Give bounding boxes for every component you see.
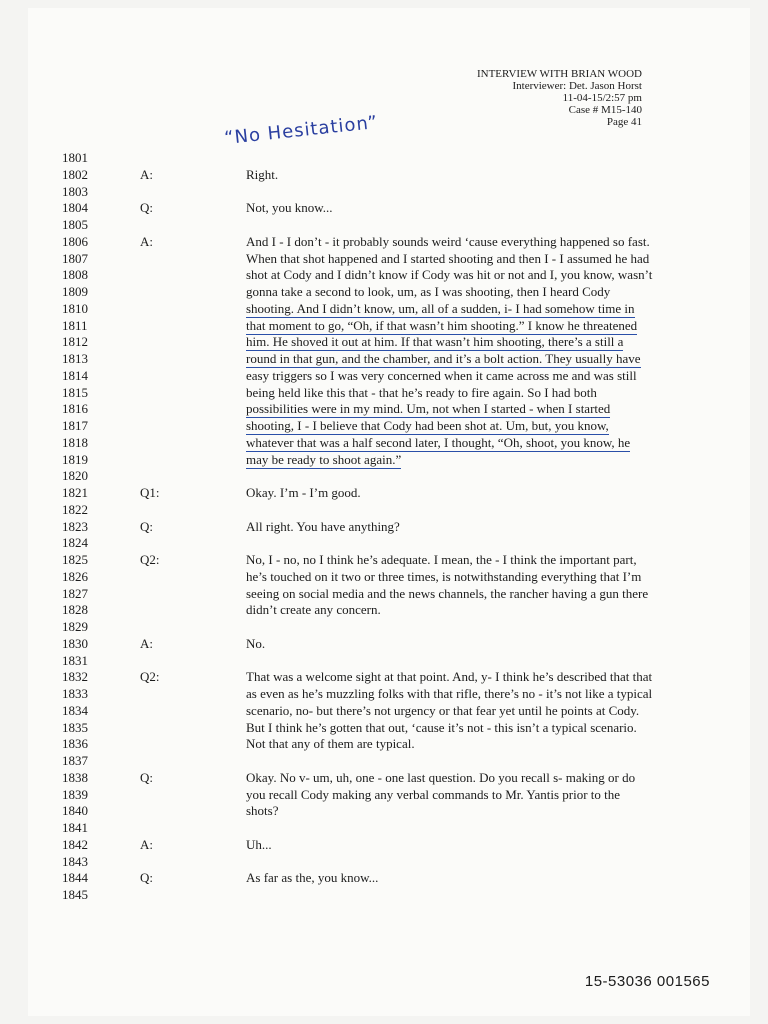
line-text: All right. You have anything? xyxy=(246,518,400,534)
line-number: 1804 xyxy=(62,200,88,216)
line-text: didn’t create any concern. xyxy=(246,602,381,618)
line-number: 1843 xyxy=(62,853,88,869)
line-number: 1838 xyxy=(62,769,88,785)
line-number: 1841 xyxy=(62,820,88,835)
line-number: 1811 xyxy=(62,317,88,333)
line-text: No, I - no, no I think he’s adequate. I mean, the - I think the important part, xyxy=(246,552,637,567)
line-text: as even as he’s muzzling folks with that rifle, there’s no - it’s not like a typical xyxy=(246,686,653,701)
speaker-label: Q2: xyxy=(140,552,160,567)
line-number: 1827 xyxy=(62,585,88,601)
document-header xyxy=(477,68,642,128)
line-number: 1810 xyxy=(62,300,88,316)
line-text: gonna take a second to look, um, as I was shooting, then I heard Cody xyxy=(246,284,611,299)
speaker-label: Q2: xyxy=(140,669,160,685)
line-number: 1830 xyxy=(62,635,88,651)
document-page xyxy=(28,8,750,1016)
speaker-label: Q: xyxy=(140,200,153,216)
line-number: 1832 xyxy=(62,669,88,685)
line-number: 1806 xyxy=(62,233,88,249)
line-number: 1842 xyxy=(62,836,88,852)
line-text: round in that gun, and the chamber, and it’s a bolt action. They usually have xyxy=(246,351,641,366)
line-number: 1824 xyxy=(62,535,88,551)
line-number: 1803 xyxy=(62,183,88,199)
line-text: No. xyxy=(246,635,266,651)
line-text: shooting, I - I believe that Cody had been shot at. Um, but, you know, xyxy=(246,418,609,433)
line-text: shooting. And I didn’t know, um, all of a sudden, i- I had somehow time in xyxy=(246,300,635,316)
line-text: Right. xyxy=(246,166,279,182)
handwritten-annotation: “No Hesitation” xyxy=(223,111,380,150)
line-text: As far as the, you know... xyxy=(246,870,379,886)
line-text: may be ready to shoot again.” xyxy=(246,451,402,467)
line-number: 1820 xyxy=(62,468,88,484)
line-number: 1825 xyxy=(62,552,88,567)
line-text: And I - I don’t - it probably sounds weird ‘cause everything happened so fast. xyxy=(246,233,650,249)
line-number: 1814 xyxy=(62,367,88,383)
line-number: 1818 xyxy=(62,434,88,450)
line-text: scenario, no- but there’s not urgency or that fear yet until he points at Cody. xyxy=(246,702,640,718)
line-text: easy triggers so I was very concerned when it came across me and was still xyxy=(246,367,637,383)
line-text: Okay. No v- um, uh, one - one last question. Do you recall s- making or do xyxy=(246,769,636,785)
line-text: whatever that was a half second later, I thought, “Oh, shoot, you know, he xyxy=(246,434,631,450)
line-text: seeing on social media and the news channels, the rancher having a gun there xyxy=(246,585,649,601)
interviewer-line: Interviewer: Det. Jason Horst xyxy=(512,80,642,92)
line-text: that moment to go, “Oh, if that wasn’t him shooting.” I know he threatened xyxy=(246,317,638,333)
line-number: 1829 xyxy=(62,619,88,634)
line-text: he’s touched on it two or three times, is notwithstanding everything that I’m xyxy=(246,568,642,584)
line-text: When that shot happened and I started shooting and then I - I assumed he had xyxy=(246,250,650,266)
line-number: 1816 xyxy=(62,401,88,417)
line-number: 1821 xyxy=(62,485,88,500)
line-number: 1813 xyxy=(62,351,88,366)
case-number: Case # M15-140 xyxy=(568,104,642,116)
line-number: 1831 xyxy=(62,652,88,668)
line-number: 1823 xyxy=(62,518,88,534)
line-text: being held like this that - that he’s ready to fire again. So I had both xyxy=(246,384,597,400)
line-number: 1828 xyxy=(62,602,88,618)
speaker-label: A: xyxy=(140,166,153,182)
line-number: 1819 xyxy=(62,451,88,467)
line-number: 1805 xyxy=(62,217,88,232)
speaker-label: A: xyxy=(140,836,153,852)
speaker-label: Q: xyxy=(140,870,153,886)
line-text: shots? xyxy=(246,803,279,819)
line-number: 1834 xyxy=(62,702,88,718)
line-number: 1807 xyxy=(62,250,88,266)
line-number: 1840 xyxy=(62,803,88,819)
line-text: But I think he’s gotten that out, ‘cause it’s not - this isn’t a typical scenario. xyxy=(246,719,637,735)
line-number: 1812 xyxy=(62,334,88,350)
line-text: Uh... xyxy=(246,836,272,852)
bates-stamp: 15-53036 001565 xyxy=(584,973,710,990)
line-number: 1844 xyxy=(62,870,88,886)
line-number: 1815 xyxy=(62,384,88,400)
line-number: 1817 xyxy=(62,418,88,433)
page-number: Page 41 xyxy=(606,116,642,128)
datetime-line: 11-04-15/2:57 pm xyxy=(562,92,642,104)
line-text: him. He shoved it out at him. If that wasn’t him shooting, there’s a still a xyxy=(246,334,624,350)
line-number: 1833 xyxy=(62,686,88,701)
speaker-label: Q: xyxy=(140,518,153,534)
line-text: shot at Cody and I didn’t know if Cody was hit or not and I, you know, wasn’t xyxy=(246,267,653,283)
speaker-label: Q1: xyxy=(140,485,160,500)
line-number: 1822 xyxy=(62,501,88,517)
line-number: 1845 xyxy=(62,887,88,902)
line-number: 1826 xyxy=(62,568,88,584)
line-text: Not, you know... xyxy=(246,200,333,216)
line-text: possibilities were in my mind. Um, not when I started - when I started xyxy=(246,401,611,417)
line-number: 1801 xyxy=(62,150,88,165)
line-number: 1808 xyxy=(62,267,88,283)
line-text: you recall Cody making any verbal commands to Mr. Yantis prior to the xyxy=(246,786,621,802)
line-number: 1837 xyxy=(62,753,88,768)
line-text: Okay. I’m - I’m good. xyxy=(246,485,361,500)
line-number: 1836 xyxy=(62,736,88,752)
speaker-label: Q: xyxy=(140,769,153,785)
line-text: That was a welcome sight at that point. And, y- I think he’s described that that xyxy=(246,669,653,685)
line-text: Not that any of them are typical. xyxy=(246,736,415,752)
speaker-label: A: xyxy=(140,635,153,651)
line-number: 1839 xyxy=(62,786,88,802)
speaker-label: A: xyxy=(140,233,153,249)
line-number: 1809 xyxy=(62,284,88,299)
line-number: 1835 xyxy=(62,719,88,735)
line-number: 1802 xyxy=(62,166,88,182)
interview-title: INTERVIEW WITH BRIAN WOOD xyxy=(476,68,642,80)
